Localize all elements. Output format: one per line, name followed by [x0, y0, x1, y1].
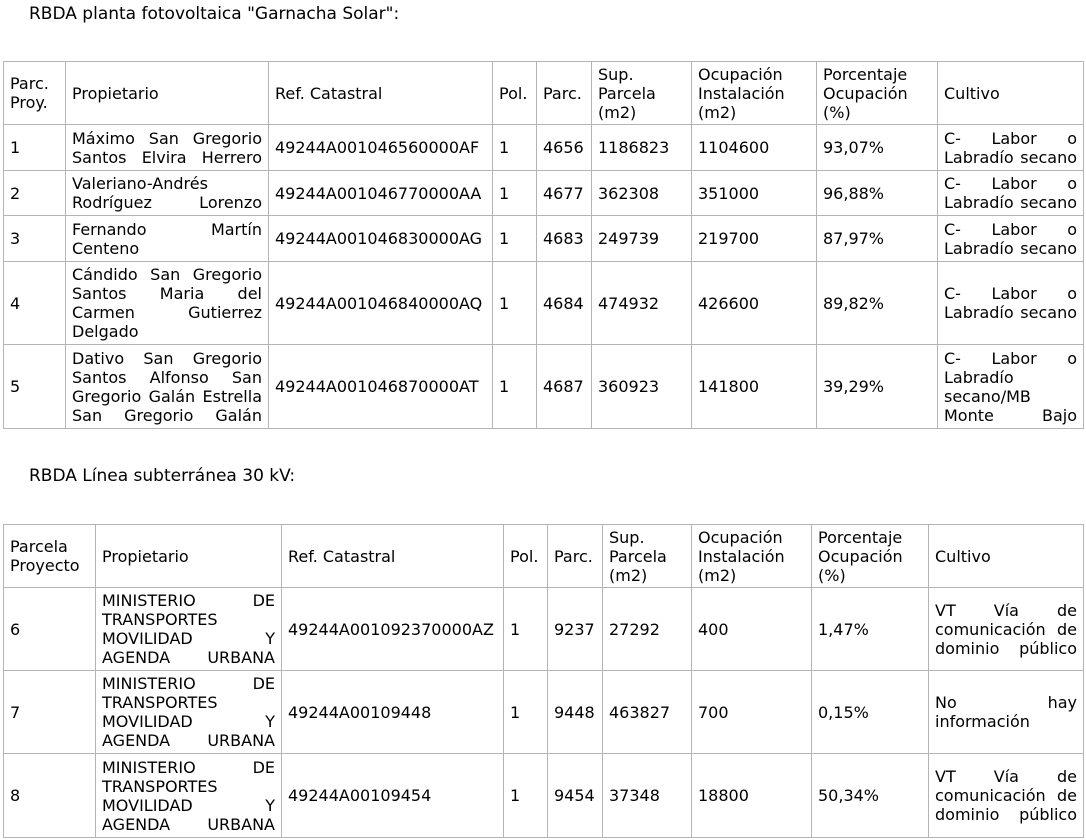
cell-surface: 37348	[603, 754, 692, 838]
column-header-parcel-proj: Parc. Proy.	[4, 62, 66, 125]
cell-owner: Cándido San Gregorio Santos Maria del Carmen Gutierrez Delgado	[66, 262, 269, 345]
table-header-row	[4, 525, 1084, 588]
cell-parcel: 9237	[548, 588, 603, 671]
cell-surface: 27292	[603, 588, 692, 671]
cell-percentage: 0,15%	[812, 671, 929, 754]
cell-parcel: 9454	[548, 754, 603, 838]
cell-parcel-proj: 6	[4, 588, 96, 671]
column-header-occupation: Ocupación Instalación (m2)	[692, 525, 812, 588]
cell-polygon: 1	[504, 588, 548, 671]
cell-cadastral-ref: 49244A001092370000AZ	[282, 588, 504, 671]
cell-percentage: 96,88%	[817, 171, 938, 216]
table-row	[4, 216, 1084, 262]
cell-percentage: 50,34%	[812, 754, 929, 838]
cell-owner: Valeriano-Andrés Rodríguez Lorenzo	[66, 171, 269, 216]
table-row	[4, 588, 1084, 671]
column-header-occupation: Ocupación Instalación (m2)	[692, 62, 817, 125]
column-header-surface: Sup. Parcela (m2)	[592, 62, 692, 125]
cell-polygon: 1	[504, 754, 548, 838]
cell-owner: Fernando Martín Centeno	[66, 216, 269, 262]
cell-parcel-proj: 2	[4, 171, 66, 216]
cell-occupation: 18800	[692, 754, 812, 838]
cell-surface: 1186823	[592, 125, 692, 171]
cell-surface: 249739	[592, 216, 692, 262]
cell-surface: 362308	[592, 171, 692, 216]
column-header-polygon: Pol.	[493, 62, 537, 125]
cell-parcel-proj: 1	[4, 125, 66, 171]
cell-crop: C- Labor o Labradío secano	[938, 262, 1084, 345]
cell-parcel: 4684	[537, 262, 592, 345]
table-row	[4, 754, 1084, 838]
cell-crop: VT Vía de comunicación de dominio público	[929, 754, 1084, 838]
cell-occupation: 351000	[692, 171, 817, 216]
table-header-row	[4, 62, 1084, 125]
cell-crop: VT Vía de comunicación de dominio público	[929, 588, 1084, 671]
parcel-table-planta	[3, 61, 1084, 429]
cell-cadastral-ref: 49244A001046770000AA	[269, 171, 493, 216]
cell-cadastral-ref: 49244A00109448	[282, 671, 504, 754]
column-header-parcel: Parc.	[537, 62, 592, 125]
cell-polygon: 1	[493, 345, 537, 429]
cell-parcel-proj: 7	[4, 671, 96, 754]
cell-parcel-proj: 3	[4, 216, 66, 262]
cell-cadastral-ref: 49244A001046870000AT	[269, 345, 493, 429]
cell-percentage: 89,82%	[817, 262, 938, 345]
table-row	[4, 262, 1084, 345]
cell-crop: No hay información	[929, 671, 1084, 754]
cell-parcel: 4683	[537, 216, 592, 262]
cell-owner: MINISTERIO DE TRANSPORTES MOVILIDAD Y AGENDA URBANA	[96, 588, 282, 671]
cell-polygon: 1	[504, 671, 548, 754]
cell-surface: 474932	[592, 262, 692, 345]
cell-parcel-proj: 8	[4, 754, 96, 838]
cell-polygon: 1	[493, 171, 537, 216]
table-row	[4, 671, 1084, 754]
column-header-crop: Cultivo	[929, 525, 1084, 588]
column-header-parcel-proj: Parcela Proyecto	[4, 525, 96, 588]
cell-cadastral-ref: 49244A00109454	[282, 754, 504, 838]
cell-crop: C- Labor o Labradío secano	[938, 171, 1084, 216]
cell-occupation: 700	[692, 671, 812, 754]
cell-polygon: 1	[493, 216, 537, 262]
cell-cadastral-ref: 49244A001046830000AG	[269, 216, 493, 262]
cell-percentage: 93,07%	[817, 125, 938, 171]
column-header-parcel: Parc.	[548, 525, 603, 588]
cell-occupation: 219700	[692, 216, 817, 262]
cell-crop: C- Labor o Labradío secano	[938, 216, 1084, 262]
column-header-cadastral-ref: Ref. Catastral	[282, 525, 504, 588]
parcel-table-linea	[3, 524, 1084, 838]
cell-surface: 360923	[592, 345, 692, 429]
section-title-planta: RBDA planta fotovoltaica "Garnacha Solar":	[29, 4, 400, 24]
cell-parcel: 4677	[537, 171, 592, 216]
column-header-polygon: Pol.	[504, 525, 548, 588]
cell-polygon: 1	[493, 262, 537, 345]
cell-occupation: 141800	[692, 345, 817, 429]
cell-parcel: 9448	[548, 671, 603, 754]
column-header-surface: Sup. Parcela (m2)	[603, 525, 692, 588]
table-row	[4, 125, 1084, 171]
cell-percentage: 87,97%	[817, 216, 938, 262]
cell-parcel: 4656	[537, 125, 592, 171]
table-row	[4, 345, 1084, 429]
cell-owner: Máximo San Gregorio Santos Elvira Herrero	[66, 125, 269, 171]
cell-crop: C- Labor o Labradío secano/MB Monte Bajo	[938, 345, 1084, 429]
section-title-linea: RBDA Línea subterránea 30 kV:	[29, 466, 296, 486]
cell-parcel: 4687	[537, 345, 592, 429]
cell-surface: 463827	[603, 671, 692, 754]
cell-occupation: 400	[692, 588, 812, 671]
cell-cadastral-ref: 49244A001046560000AF	[269, 125, 493, 171]
column-header-percentage: Porcentaje Ocupación (%)	[817, 62, 938, 125]
cell-cadastral-ref: 49244A001046840000AQ	[269, 262, 493, 345]
column-header-owner: Propietario	[66, 62, 269, 125]
cell-percentage: 39,29%	[817, 345, 938, 429]
table-row	[4, 171, 1084, 216]
column-header-crop: Cultivo	[938, 62, 1084, 125]
cell-owner: MINISTERIO DE TRANSPORTES MOVILIDAD Y AGENDA URBANA	[96, 671, 282, 754]
cell-parcel-proj: 5	[4, 345, 66, 429]
cell-occupation: 426600	[692, 262, 817, 345]
cell-parcel-proj: 4	[4, 262, 66, 345]
column-header-owner: Propietario	[96, 525, 282, 588]
column-header-percentage: Porcentaje Ocupación (%)	[812, 525, 929, 588]
cell-owner: MINISTERIO DE TRANSPORTES MOVILIDAD Y AGENDA URBANA	[96, 754, 282, 838]
column-header-cadastral-ref: Ref. Catastral	[269, 62, 493, 125]
cell-percentage: 1,47%	[812, 588, 929, 671]
cell-occupation: 1104600	[692, 125, 817, 171]
cell-polygon: 1	[493, 125, 537, 171]
cell-crop: C- Labor o Labradío secano	[938, 125, 1084, 171]
cell-owner: Dativo San Gregorio Santos Alfonso San Gregorio Galán Estrella San Gregorio Galán	[66, 345, 269, 429]
